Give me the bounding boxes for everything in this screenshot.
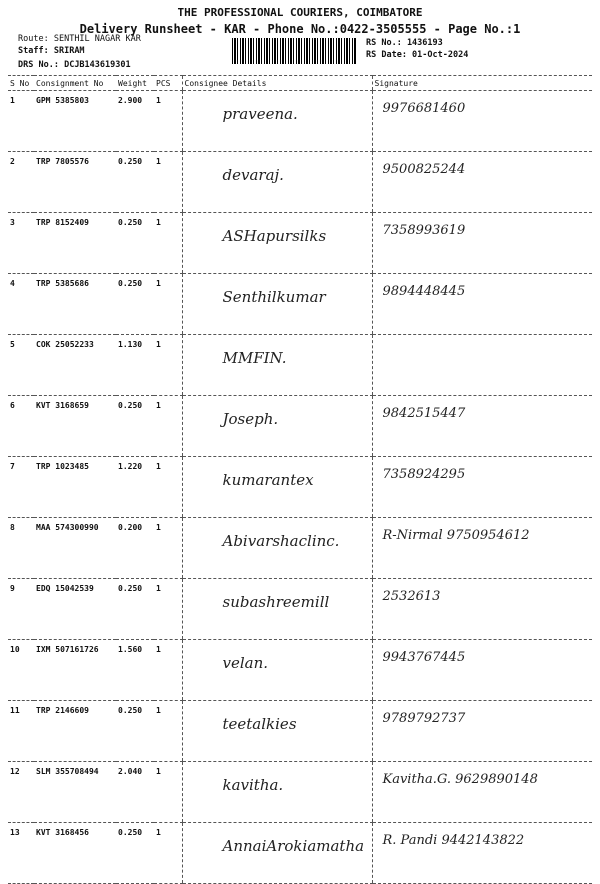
- row-consignee: Abivarshaclinc.: [182, 518, 372, 579]
- row-pcs: 1: [154, 701, 182, 762]
- row-consignment: GPM 5385803: [34, 91, 116, 152]
- row-consignee: praveena.: [182, 91, 372, 152]
- drs-line: [18, 60, 131, 70]
- row-consignee: teetalkies: [182, 701, 372, 762]
- row-consignment: TRP 1023485: [34, 457, 116, 518]
- row-weight: 0.250: [116, 396, 154, 457]
- row-sno: 6: [8, 396, 34, 457]
- row-pcs: 1: [154, 152, 182, 213]
- row-signature: Kavitha.G. 9629890148: [372, 762, 592, 823]
- row-consignee: AnnaiArokiamatha: [182, 823, 372, 884]
- row-weight: 1.220: [116, 457, 154, 518]
- row-sno: 8: [8, 518, 34, 579]
- table-row: [8, 640, 592, 701]
- col-pcs: PCS: [154, 76, 182, 91]
- row-signature: 9842515447: [372, 396, 592, 457]
- row-signature: R-Nirmal 9750954612: [372, 518, 592, 579]
- row-consignment: TRP 5385686: [34, 274, 116, 335]
- row-signature: 7358993619: [372, 213, 592, 274]
- row-signature: 9500825244: [372, 152, 592, 213]
- table-row: [8, 91, 592, 152]
- table-row: [8, 213, 592, 274]
- table-row: [8, 518, 592, 579]
- table-row: [8, 152, 592, 213]
- row-sno: 4: [8, 274, 34, 335]
- row-signature: 9943767445: [372, 640, 592, 701]
- staff-value: SRIRAM: [53, 46, 85, 56]
- row-consignee: MMFIN.: [182, 335, 372, 396]
- route-label: Route:: [18, 34, 49, 44]
- row-consignment: TRP 2146609: [34, 701, 116, 762]
- row-pcs: 1: [154, 274, 182, 335]
- table-row: [8, 274, 592, 335]
- row-consignment: TRP 7805576: [34, 152, 116, 213]
- row-weight: 0.250: [116, 152, 154, 213]
- row-pcs: 1: [154, 335, 182, 396]
- row-consignment: TRP 8152409: [34, 213, 116, 274]
- row-sno: 1: [8, 91, 34, 152]
- row-consignee: kumarantex: [182, 457, 372, 518]
- row-sno: 9: [8, 579, 34, 640]
- row-weight: 1.130: [116, 335, 154, 396]
- table-row: [8, 762, 592, 823]
- row-pcs: 1: [154, 518, 182, 579]
- row-sno: 3: [8, 213, 34, 274]
- row-weight: 2.900: [116, 91, 154, 152]
- row-weight: 0.200: [116, 518, 154, 579]
- row-signature: [372, 335, 592, 396]
- row-pcs: 1: [154, 91, 182, 152]
- drs-label: DRS No.:: [18, 60, 59, 70]
- table-row: [8, 457, 592, 518]
- row-weight: 0.250: [116, 579, 154, 640]
- rs-date: RS Date: 01-Oct-2024: [366, 50, 469, 60]
- route-value: SENTHIL NAGAR KAR: [53, 34, 141, 44]
- row-consignment: MAA 574300990: [34, 518, 116, 579]
- row-signature: 9789792737: [372, 701, 592, 762]
- row-consignment: KVT 3168456: [34, 823, 116, 884]
- row-pcs: 1: [154, 213, 182, 274]
- row-consignee: Joseph.: [182, 396, 372, 457]
- row-weight: 1.560: [116, 640, 154, 701]
- row-consignment: COK 25052233: [34, 335, 116, 396]
- staff-label: Staff:: [18, 46, 49, 56]
- document-title: THE PROFESSIONAL COURIERS, COIMBATORE: [177, 6, 423, 19]
- table-row: [8, 396, 592, 457]
- row-weight: 0.250: [116, 274, 154, 335]
- col-weight: Weight: [116, 76, 154, 91]
- row-weight: 0.250: [116, 701, 154, 762]
- row-consignee: devaraj.: [182, 152, 372, 213]
- row-pcs: 1: [154, 823, 182, 884]
- row-consignee: subashreemill: [182, 579, 372, 640]
- row-sno: 12: [8, 762, 34, 823]
- row-weight: 0.250: [116, 823, 154, 884]
- table-row: [8, 701, 592, 762]
- col-signature: Signature: [372, 76, 592, 91]
- table-row: [8, 823, 592, 884]
- rs-number: RS No.: 1436193: [366, 38, 443, 48]
- row-sno: 10: [8, 640, 34, 701]
- row-consignment: IXM 507161726: [34, 640, 116, 701]
- row-consignee: velan.: [182, 640, 372, 701]
- drs-value: DCJB143619301: [64, 60, 131, 70]
- row-sno: 2: [8, 152, 34, 213]
- table-header-row: [8, 76, 592, 91]
- row-sno: 11: [8, 701, 34, 762]
- row-consignment: KVT 3168659: [34, 396, 116, 457]
- document-subtitle: Delivery Runsheet - KAR - Phone No.:0422-3505555 - Page No.:1: [79, 22, 521, 36]
- row-sno: 7: [8, 457, 34, 518]
- staff-line: [18, 46, 85, 56]
- row-consignment: SLM 355708494: [34, 762, 116, 823]
- row-signature: 2532613: [372, 579, 592, 640]
- barcode-icon: [232, 38, 356, 64]
- row-signature: 7358924295: [372, 457, 592, 518]
- row-signature: 9976681460: [372, 91, 592, 152]
- row-pcs: 1: [154, 579, 182, 640]
- row-consignee: Senthilkumar: [182, 274, 372, 335]
- table-row: [8, 335, 592, 396]
- row-pcs: 1: [154, 640, 182, 701]
- table-row: [8, 579, 592, 640]
- row-consignment: EDQ 15042539: [34, 579, 116, 640]
- row-pcs: 1: [154, 762, 182, 823]
- row-consignee: kavitha.: [182, 762, 372, 823]
- row-pcs: 1: [154, 396, 182, 457]
- runsheet-table: [8, 75, 592, 884]
- row-weight: 2.040: [116, 762, 154, 823]
- row-pcs: 1: [154, 457, 182, 518]
- col-consignment: Consignment No: [34, 76, 116, 91]
- route-line: [18, 34, 141, 44]
- row-sno: 5: [8, 335, 34, 396]
- col-details: Consignee Details: [182, 76, 372, 91]
- row-signature: R. Pandi 9442143822: [372, 823, 592, 884]
- row-signature: 9894448445: [372, 274, 592, 335]
- row-sno: 13: [8, 823, 34, 884]
- col-sno: S No: [8, 76, 34, 91]
- row-weight: 0.250: [116, 213, 154, 274]
- row-consignee: ASHapursilks: [182, 213, 372, 274]
